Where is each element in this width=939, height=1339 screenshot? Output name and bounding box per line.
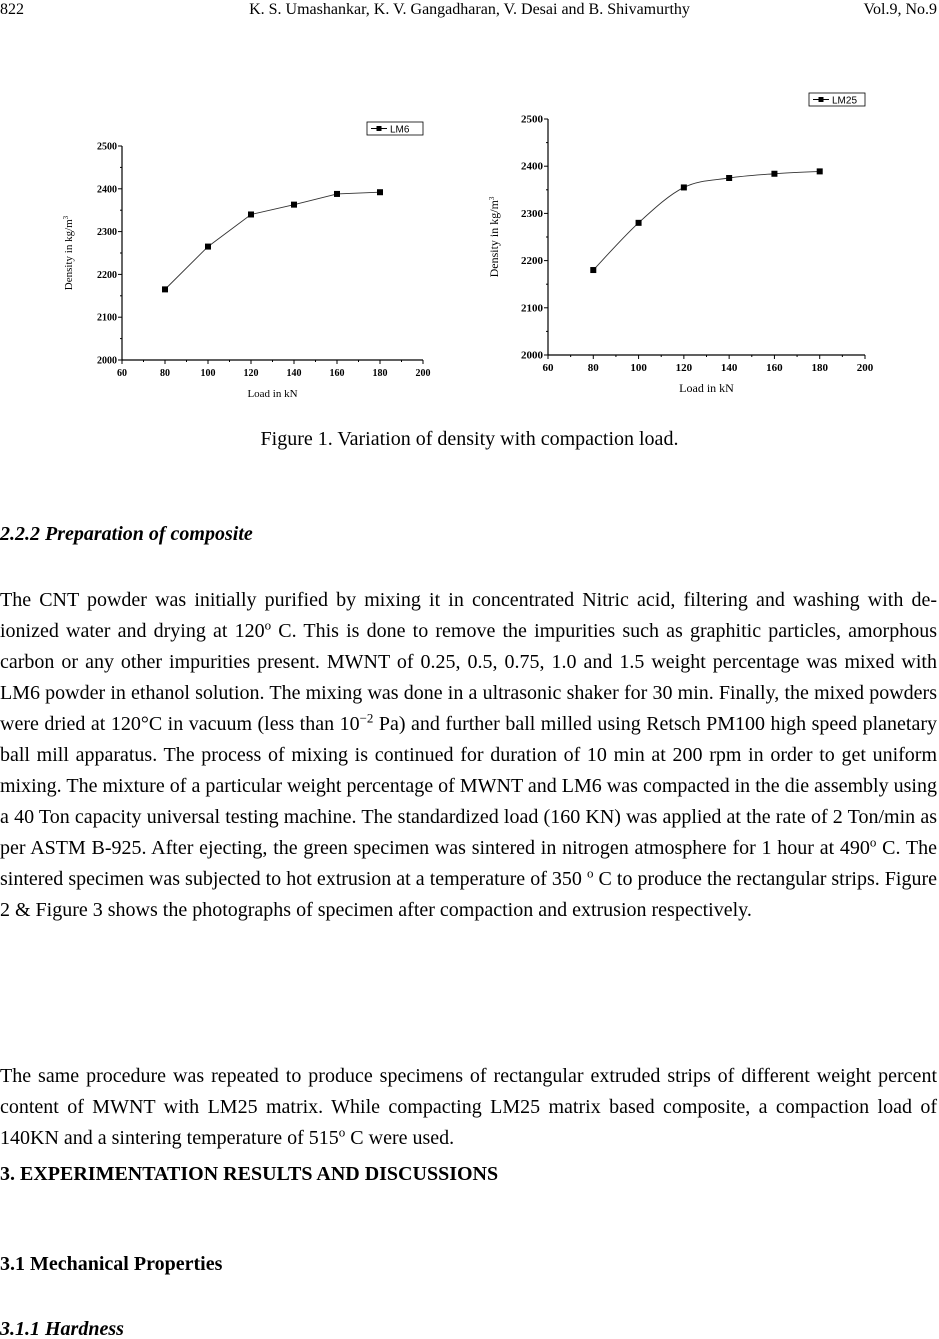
section-heading-3: 3. EXPERIMENTATION RESULTS AND DISCUSSIONS [0, 1163, 499, 1185]
data-point [636, 220, 642, 226]
superscript: o [264, 617, 272, 633]
x-tick-label: 140 [720, 362, 738, 374]
data-point [291, 202, 297, 208]
x-tick-label: 60 [542, 362, 554, 374]
y-tick-label: 2000 [521, 349, 543, 362]
superscript: o [586, 865, 594, 881]
running-header-authors: K. S. Umashankar, K. V. Gangadharan, V. Desai and B. Shivamurthy [249, 1, 690, 18]
x-tick-label: 80 [587, 362, 599, 374]
x-tick-label: 160 [766, 362, 783, 374]
y-axis-label: Density in $kg/m^3$ [487, 196, 501, 278]
legend-label: LM6 [390, 124, 410, 136]
y-tick-label: 2500 [521, 113, 543, 126]
paragraph-preparation [0, 585, 937, 926]
paragraph-text: C to produce the rectangular strips. Figure 2 & Figure 3 shows the photographs of specimen after compaction and extrusion respectively. [0, 868, 937, 921]
x-tick-label: 180 [372, 368, 388, 379]
series-line-lm6 [165, 192, 380, 289]
chart-lm6-density [0, 0, 470, 420]
paragraph-text: C. The sintered specimen was subjected to hot extrusion at a temperature of 350 [0, 837, 937, 890]
legend-marker [377, 126, 382, 131]
data-point [162, 286, 168, 292]
x-tick-label: 200 [415, 368, 431, 379]
x-tick-label: 100 [630, 362, 647, 374]
x-tick-label: 120 [675, 362, 693, 374]
paragraph-lm25-procedure [0, 1061, 937, 1154]
paragraph-text: Pa) and further ball milled using Retsch PM100 high speed planetary ball mill apparatus. The process of mixing is continued for duration of 10 min at 200 rpm in order to get uniform mixing. The mixture of a particular weight percentage of MWNT and LM6 was compacted in the die assembly using a 40 Ton capacity universal testing machine. The standardized load (160 KN) was applied at the rate of 2 Ton/min as per ASTM B-925. After ejecting, the green specimen was sintered in nitrogen atmosphere for 1 hour at 490 [0, 713, 937, 859]
y-tick-label: 2300 [97, 227, 117, 239]
y-tick-label: 2300 [521, 207, 543, 220]
y-tick-label: 2100 [97, 312, 117, 324]
x-tick-label: 100 [200, 368, 216, 379]
data-point [771, 171, 777, 177]
paragraph-text: C. This is done to remove the impurities such as graphitic particles, amorphous carbon or any other impurities present. MWNT of 0.25, 0.5, 0.75, 1.0 and 1.5 weight percentage was mixed with LM6 powder in ethanol solution. The mixing was done in a ultrasonic shaker for 30 min. Finally, the mixed powders were dried at 120°C in vacuum (less than 10 [0, 620, 938, 735]
x-tick-label: 140 [286, 368, 302, 379]
y-tick-label: 2400 [97, 184, 117, 196]
y-tick-label: 2500 [97, 141, 117, 153]
section-heading-3-1: 3.1 Mechanical Properties [0, 1253, 223, 1275]
paragraph-text: C were used. [345, 1127, 455, 1149]
data-point [726, 175, 732, 181]
journal-volume: Vol.9, No.9 [863, 1, 937, 18]
y-axis-label: Density in $kg/m^3$ [62, 215, 75, 291]
y-axis-label-superscript: 3 [62, 215, 70, 220]
y-tick-label: 2400 [521, 160, 543, 173]
data-point [205, 244, 211, 250]
x-axis-label: Load in kN [247, 388, 298, 400]
data-point [590, 267, 596, 273]
section-heading-3-1-1: 3.1.1 Hardness [0, 1318, 124, 1339]
x-tick-label: 120 [243, 368, 259, 379]
x-tick-label: 200 [856, 362, 874, 374]
y-tick-label: 2000 [97, 355, 117, 367]
data-point [681, 184, 687, 190]
y-axis-label-superscript: 3 [488, 196, 496, 201]
page-number: 822 [0, 1, 24, 18]
data-point [248, 211, 254, 217]
paragraph-text: The same procedure was repeated to produce specimens of rectangular extruded strips of different weight percent content of MWNT with LM25 matrix. While compacting LM25 matrix based composite, a compaction load of 140KN and a sintering temperature of 515 [0, 1065, 937, 1149]
section-heading-2-2-2: 2.2.2 Preparation of composite [0, 523, 253, 545]
x-tick-label: 160 [329, 368, 345, 379]
y-tick-label: 2100 [521, 302, 543, 315]
data-point [377, 189, 383, 195]
x-tick-label: 80 [160, 368, 170, 379]
y-tick-label: 2200 [521, 255, 543, 268]
data-point [334, 191, 340, 197]
data-point [817, 168, 823, 174]
x-tick-label: 60 [117, 368, 127, 379]
y-tick-label: 2200 [97, 269, 117, 281]
superscript: o [869, 834, 877, 850]
x-tick-label: 180 [811, 362, 828, 374]
legend-marker [819, 97, 824, 102]
chart-lm25-density [470, 0, 939, 420]
figure-caption: Figure 1. Variation of density with compaction load. [260, 428, 679, 450]
superscript: −2 [359, 710, 374, 726]
series-line-lm25 [593, 171, 819, 270]
superscript: o [338, 1124, 346, 1140]
paragraph-text: The CNT powder was initially purified by mixing it in concentrated Nitric acid, filtering and washing with de-ionized water and drying at 120 [0, 589, 937, 642]
x-axis-label: Load in kN [679, 381, 734, 395]
legend-label: LM25 [832, 95, 858, 107]
